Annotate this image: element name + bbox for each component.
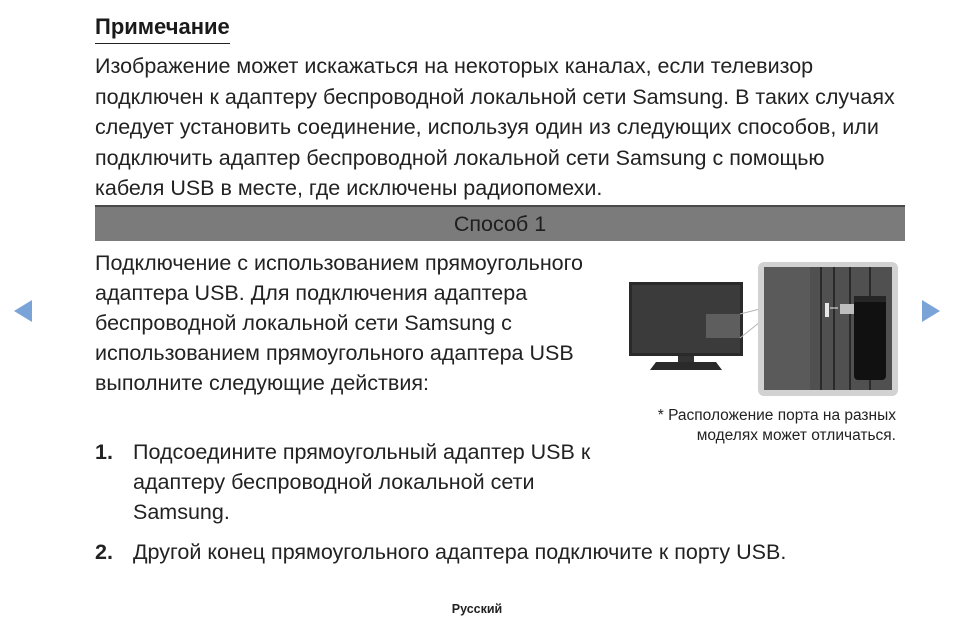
note-text: Изображение может искажаться на некоторых каналах, если телевизор подключен к адаптеру беспроводной локальной сети Samsung. В таких случаях следует установить соединение, используя один из следующих способов, или подключить адаптер беспроводной локальной сети Samsung с помощью кабеля USB в месте, где исключены радиопомехи. (95, 54, 895, 200)
figure-caption: * Расположение порта на разных моделях может отличаться. (657, 407, 896, 444)
usb-adapter-illustration (628, 262, 898, 396)
usb-adapter-icon (840, 304, 856, 314)
usb-port-icon (825, 303, 829, 317)
note-title: Примечание (95, 14, 230, 44)
step-number: 2. (95, 540, 113, 564)
footer-language: Русский (451, 602, 503, 616)
prev-page-icon[interactable] (14, 300, 32, 322)
method-heading: Способ 1 (95, 205, 905, 241)
wireless-dongle-icon (854, 296, 886, 380)
step-text: Другой конец прямоугольного адаптера подключите к порту USB. (133, 540, 787, 564)
intro-text: Подключение с использованием прямоугольного адаптера USB. Для подключения адаптера беспроводной локальной сети Samsung с использованием прямоугольного адаптера USB выполните следующие действия: (95, 251, 583, 395)
step-number: 1. (95, 440, 113, 464)
step-text: Подсоедините прямоугольный адаптер USB к адаптеру беспроводной локальной сети Samsung. (133, 440, 591, 524)
next-page-icon[interactable] (922, 300, 940, 322)
